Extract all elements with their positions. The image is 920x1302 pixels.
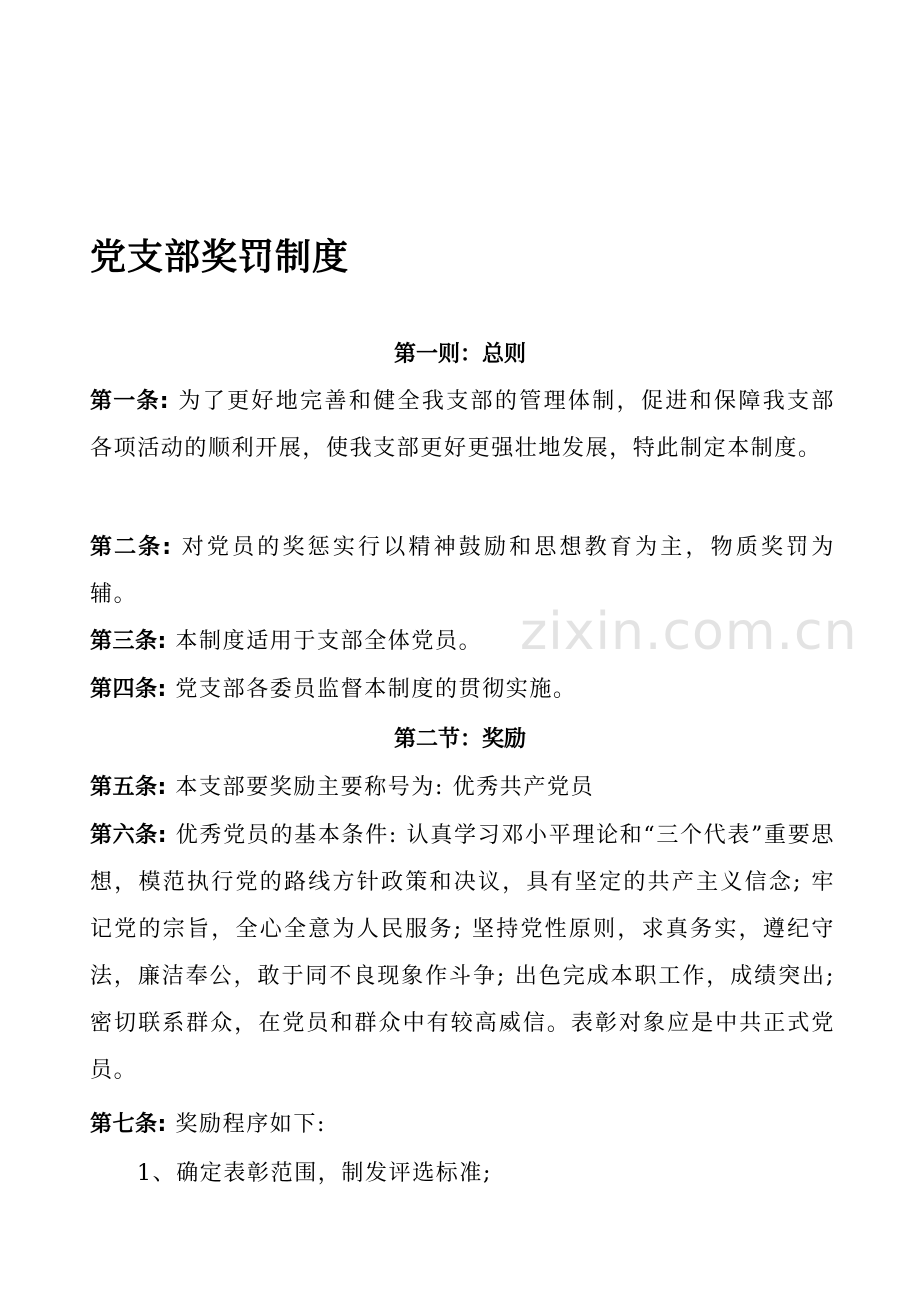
article-5 <box>90 764 835 811</box>
article-text: 为了更好地完善和健全我支部的管理体制，促进和保障我支部各项活动的顺利开展，使我支部更好更强壮地发展，特此制定本制度。 <box>90 389 835 461</box>
article-text: 对党员的奖惩实行以精神鼓励和思想教育为主，物质奖罚为辅。 <box>90 535 835 607</box>
article-text: 优秀党员的基本条件: 认真学习邓小平理论和“三个代表”重要思想，模范执行党的路线方针政策和决议，具有坚定的共产主义信念; 牢记党的宗旨，全心全意为人民服务; 坚持党性原则，求真务实，遵纪守法，廉洁奉公，敢于同不良现象作斗争; 出色完成本职工作，成绩突出; 密切联系群众，在党员和群众中有较高威信。表彰对象应是中共正式党员。 <box>90 823 836 1083</box>
article-label: 第四条: <box>90 677 167 702</box>
section-heading-rewards: 第二节：奖励 <box>393 727 526 752</box>
article-text: 党支部各委员监督本制度的贯彻实施。 <box>175 677 577 702</box>
article-7 <box>90 1101 835 1148</box>
article-label: 第六条: <box>90 823 168 848</box>
article-6 <box>90 812 835 1094</box>
article-label: 第一条: <box>90 389 170 414</box>
article-text: 本支部要奖励主要称号为: 优秀共产党员 <box>175 775 595 800</box>
article-label: 第二条: <box>90 535 172 560</box>
list-item: 1、确定表彰范围，制发评选标准; <box>137 1161 493 1186</box>
article-label: 第三条: <box>90 629 167 654</box>
article-label: 第七条: <box>90 1112 167 1137</box>
article-1 <box>90 378 835 472</box>
section-heading-general: 第一则：总则 <box>393 342 526 367</box>
article-2 <box>90 524 835 618</box>
article-text: 奖励程序如下: <box>175 1112 327 1137</box>
article-text: 本制度适用于支部全体党员。 <box>175 629 483 654</box>
article-4 <box>90 666 835 713</box>
article-3 <box>90 618 835 665</box>
article-label: 第五条: <box>90 775 167 800</box>
watermark: zixin.com.cn <box>520 602 858 662</box>
document-title: 党支部奖罚制度 <box>90 237 350 278</box>
